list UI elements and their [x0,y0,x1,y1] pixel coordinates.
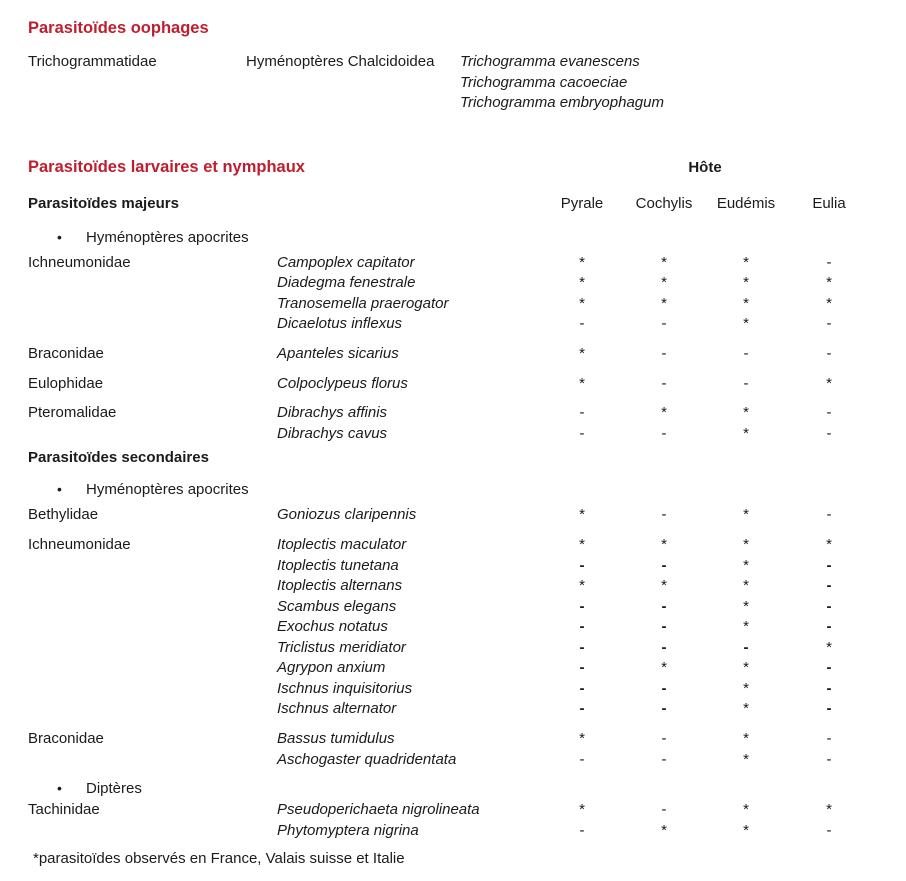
line-row [0,373,906,394]
host-mark: - [579,679,585,697]
line-oo_row [0,51,906,72]
species-name: Itoplectis maculator [277,536,407,553]
line-bullet [0,227,906,248]
species-name: Phytomyptera nigrina [277,821,419,839]
species-name: Diadegma fenestrale [277,274,416,292]
host-column-header: Pyrale [560,195,604,212]
family-name: Eulophidae [28,374,104,392]
host-mark: - [579,821,585,839]
host-mark: * [826,638,832,656]
host-mark: * [743,700,749,717]
host-column-header: Cochylis [635,195,693,212]
bullet-label: Hyménoptères apocrites [86,229,249,246]
host-mark: * [579,374,585,392]
species-name: Bassus tumidulus [277,730,395,747]
host-mark: * [661,821,667,839]
line-bullet [0,778,906,799]
footnote: *parasitoïdes observés en France, Valais suisse et Italie [33,850,405,867]
line-row [0,698,906,719]
host-mark: - [826,505,832,523]
line-oo_species [0,92,906,113]
host-mark: - [826,821,832,839]
host-mark: * [743,556,749,574]
species-name: Trichogramma embryophagum [460,94,664,112]
host-mark: * [661,577,667,594]
bullet-label: Hyménoptères apocrites [86,481,249,498]
host-mark: - [661,556,667,574]
host-mark: * [579,577,585,594]
line-row [0,575,906,596]
species-name: Ischnus inquisitorius [277,679,413,697]
host-mark: - [661,730,667,747]
line-heading2 [0,157,906,178]
host-mark: * [743,679,749,697]
host-mark: - [579,659,585,676]
line-row [0,678,906,699]
host-mark: * [743,618,749,635]
host-mark: * [661,253,667,271]
host-mark: - [826,679,832,697]
host-mark: * [579,253,585,271]
species-name: Dibrachys cavus [277,424,388,442]
species-name: Ischnus alternator [277,700,397,717]
line-row [0,728,906,749]
host-mark: - [661,679,667,697]
host-mark: * [826,536,832,553]
host-mark: - [579,750,585,768]
species-name: Dibrachys affinis [277,404,388,421]
host-mark: - [661,374,667,392]
host-mark: * [661,294,667,312]
host-mark: * [826,274,832,292]
host-mark: * [579,345,585,362]
bullet-icon: • [57,229,62,245]
line-row [0,504,906,525]
line-row [0,657,906,678]
host-mark: * [743,659,749,676]
host-mark: - [579,618,585,635]
line-row [0,293,906,314]
species-name: Dicaelotus inflexus [277,315,403,333]
host-mark: - [826,556,832,574]
line-row [0,820,906,841]
host-mark: * [661,536,667,553]
species-name: Itoplectis tunetana [277,556,399,574]
host-mark: - [826,750,832,768]
family-name: Braconidae [28,730,104,747]
host-mark: - [661,618,667,635]
host-mark: - [661,801,667,818]
host-mark: * [743,294,749,312]
line-subtitle_cols [0,193,906,214]
family-name: Pteromalidae [28,404,117,421]
host-mark: - [826,253,832,271]
host-mark: - [826,597,832,615]
host-mark: * [661,404,667,421]
species-name: Colpoclypeus florus [277,374,408,392]
family-name: Bethylidae [28,505,99,523]
host-mark: - [661,505,667,523]
host-mark: * [661,274,667,292]
order-name: Hyménoptères Chalcidoidea [246,53,435,70]
line-row [0,423,906,444]
species-name: Agrypon anxium [277,659,386,676]
bullet-icon: • [57,780,62,796]
line-row [0,555,906,576]
species-name: Trichogramma cacoeciae [460,73,628,91]
family-name: Braconidae [28,345,104,362]
host-mark: - [826,618,832,635]
family-name: Ichneumonidae [28,536,131,553]
host-mark: * [743,801,749,818]
family-name: Tachinidae [28,801,100,818]
species-name: Itoplectis alternans [277,577,403,594]
host-mark: - [579,638,585,656]
host-mark: - [661,597,667,615]
host-mark: * [826,374,832,392]
host-mark: - [826,345,832,362]
host-mark: - [579,424,585,442]
host-column-header: Eudémis [716,195,776,212]
family-name: Ichneumonidae [28,253,131,271]
species-name: Exochus notatus [277,618,388,635]
host-mark: - [743,638,749,656]
host-mark: * [579,730,585,747]
line-footnote [0,848,906,869]
host-column-header: Eulia [812,195,846,212]
bullet-label: Diptères [86,780,142,797]
family-name: Trichogrammatidae [28,53,157,70]
host-mark: * [743,730,749,747]
bullet-icon: • [57,481,62,497]
host-mark: - [579,556,585,574]
species-name: Goniozus claripennis [277,505,417,523]
host-mark: * [743,424,749,442]
subsection-title: Parasitoïdes majeurs [28,195,179,212]
line-row [0,402,906,423]
host-mark: - [661,638,667,656]
species-name: Scambus elegans [277,597,397,615]
line-bullet [0,479,906,500]
line-row [0,272,906,293]
line-row [0,252,906,273]
line-subtitle [0,447,906,468]
host-mark: - [661,315,667,333]
host-mark: - [661,700,667,717]
host-mark: * [579,505,585,523]
line-row [0,596,906,617]
species-name: Apanteles sicarius [277,345,399,362]
species-name: Tranosemella praerogator [277,294,449,312]
host-mark: - [826,315,832,333]
host-mark: - [579,404,585,421]
host-mark: * [743,274,749,292]
line-row [0,313,906,334]
host-mark: * [743,577,749,594]
species-name: Trichogramma evanescens [460,53,640,70]
line-row [0,637,906,658]
line-row [0,749,906,770]
host-mark: * [826,801,832,818]
host-mark: * [579,294,585,312]
host-mark: * [743,315,749,333]
host-mark: * [743,821,749,839]
host-mark: - [579,597,585,615]
host-mark: - [743,345,749,362]
host-mark: - [826,700,832,717]
host-mark: * [743,253,749,271]
host-mark: - [579,315,585,333]
species-name: Pseudoperichaeta nigrolineata [277,801,480,818]
host-mark: * [743,750,749,768]
line-heading [0,18,906,39]
host-mark: - [826,424,832,442]
section-title: Parasitoïdes oophages [28,19,209,37]
host-mark: - [661,345,667,362]
host-mark: * [743,404,749,421]
host-mark: * [579,274,585,292]
host-mark: * [579,536,585,553]
line-row [0,799,906,820]
host-mark: * [743,536,749,553]
host-mark: - [826,730,832,747]
host-mark: - [661,750,667,768]
line-row [0,616,906,637]
line-oo_species [0,72,906,93]
host-mark: - [826,577,832,594]
species-name: Campoplex capitator [277,253,415,271]
section-title: Parasitoïdes larvaires et nymphaux [28,158,305,176]
host-group-header: Hôte [688,159,722,176]
species-name: Triclistus meridiator [277,638,406,656]
line-row [0,343,906,364]
host-mark: * [661,659,667,676]
host-mark: - [579,700,585,717]
host-mark: - [826,404,832,421]
host-mark: * [826,294,832,312]
line-row [0,534,906,555]
host-mark: - [661,424,667,442]
host-mark: - [743,374,749,392]
subsection-title: Parasitoïdes secondaires [28,449,209,466]
host-mark: * [743,597,749,615]
host-mark: * [743,505,749,523]
host-mark: - [826,659,832,676]
species-name: Aschogaster quadridentata [277,750,457,768]
host-mark: * [579,801,585,818]
